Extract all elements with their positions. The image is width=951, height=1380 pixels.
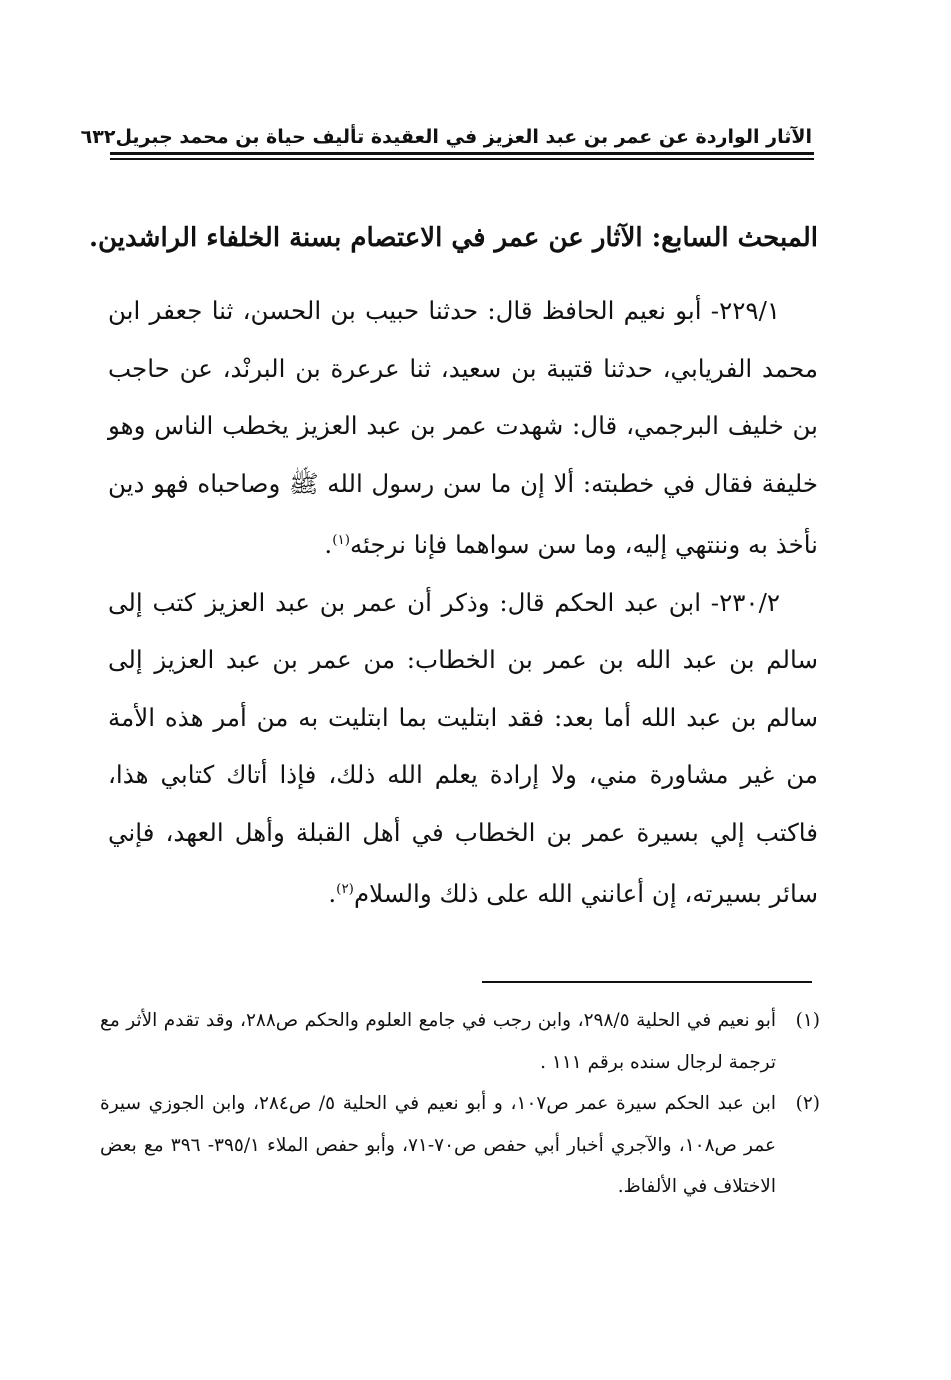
paragraph-230 (108, 574, 818, 923)
header-rule-thin (110, 158, 814, 160)
footnote-number: (١) (795, 1010, 820, 1031)
footnotes (100, 1000, 820, 1208)
footnote-text: أبو نعيم في الحلية ٢٩٨/٥، وابن رجب في جامع العلوم والحكم ص٢٨٨، وقد تقدم الأثر مع ترجمة لرجال سنده برقم ١١١ . (100, 1010, 776, 1073)
header-rule-thick (110, 152, 814, 155)
body-text (108, 282, 818, 923)
footnote-text: ابن عبد الحكم سيرة عمر ص١٠٧، و أبو نعيم في الحلية ٥/ ص٢٨٤، وابن الجوزي سيرة عمر ص١٠٨، والآجري أخبار أبي حفص ص٧٠-٧١، وأبو حفص الملاء ٣٩٥/١- ٣٩٦ مع بعض الاختلاف في الألفاظ. (100, 1093, 776, 1197)
paragraph-end-mark: . (324, 530, 333, 560)
footnote-reference[interactable]: (٢) (336, 881, 354, 898)
paragraph-229 (108, 282, 818, 574)
section-heading: المبحث السابع: الآثار عن عمر في الاعتصام بسنة الخلفاء الراشدين. (88, 223, 818, 253)
footnote-2 (100, 1083, 820, 1208)
footnote-separator (482, 981, 812, 983)
header-title: الآثار الواردة عن عمر بن عبد العزيز في العقيدة تأليف حياة بن محمد جبريل (115, 126, 812, 148)
paragraph-text: ٢٣٠/٢- ابن عبد الحكم قال: وذكر أن عمر بن عبد العزيز كتب إلى سالم بن عبد الله بن عمر بن الخطاب: من عمر بن عبد العزيز إلى سالم بن عبد الله أما بعد: فقد ابتليت بما ابتليت به من أمر هذه الأمة من غير مشاورة مني، ولا إرادة يعلم الله ذلك، فإذا أتاك كتابي هذا، فاكتب إلي بسيرة عمر بن الخطاب في أهل القبلة وأهل العهد، فإني سائر بسيرته، إن أعانني الله على ذلك والسلام (108, 587, 818, 909)
page-number: ٦٣٢ (80, 126, 116, 148)
running-header (80, 118, 812, 148)
paragraph-text: ٢٢٩/١- أبو نعيم الحافظ قال: حدثنا حبيب بن الحسن، ثنا جعفر ابن محمد الفريابي، حدثنا قتيبة بن سعيد، ثنا عرعرة بن البرنْد، عن حاجب بن خليف البرجمي، قال: شهدت عمر بن عبد العزيز يخطب الناس وهو خليفة فقال في خطبته: ألا إن ما سن رسول الله ﷺ وصاحباه فهو دين نأخذ به وننتهي إليه، وما سن سواهما فإنا نرجئه (108, 296, 818, 560)
paragraph-end-mark: . (328, 879, 337, 909)
footnote-number: (٢) (795, 1093, 820, 1114)
footnote-1 (100, 1000, 820, 1083)
footnote-reference[interactable]: (١) (332, 532, 350, 548)
